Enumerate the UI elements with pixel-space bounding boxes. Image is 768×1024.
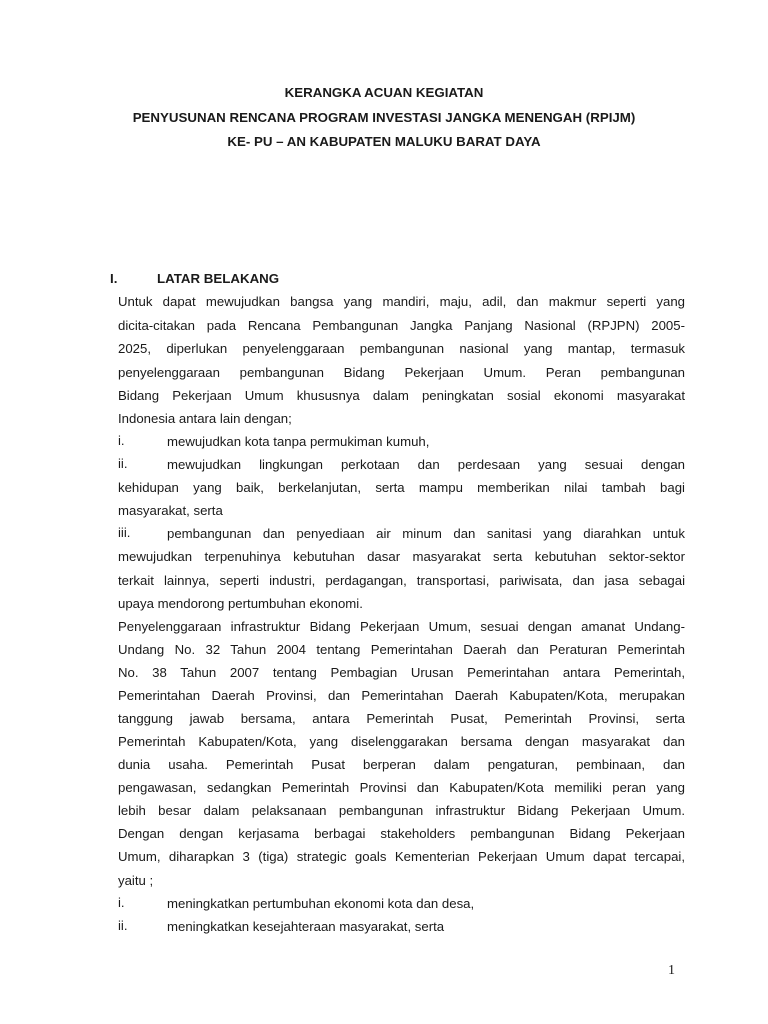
list-number: ii. (118, 456, 128, 471)
body-line: dunia usaha. Pemerintah Pusat berperan dalam pengaturan, pembinaan, dan (118, 757, 685, 772)
body-line: Umum, diharapkan 3 (tiga) strategic goals Kementerian Pekerjaan Umum dapat tercapai, (118, 849, 685, 864)
body-line: Untuk dapat mewujudkan bangsa yang mandiri, maju, adil, dan makmur seperti yang (118, 294, 685, 309)
list-number: iii. (118, 525, 131, 540)
body-line: penyelenggaraan pembangunan Bidang Pekerjaan Umum. Peran pembangunan (118, 365, 685, 380)
list-item: mewujudkan lingkungan perkotaan dan perdesaan yang sesuai dengan (167, 457, 685, 472)
body-line: tanggung jawab bersama, antara Pemerintah Pusat, Pemerintah Provinsi, serta (118, 711, 685, 726)
list-item: mewujudkan kota tanpa permukiman kumuh, (167, 434, 430, 449)
list-item-continuation: kehidupan yang baik, berkelanjutan, serta mampu memberikan nilai tambah bagi (118, 480, 685, 495)
doc-title-line-3: KE- PU – AN KABUPATEN MALUKU BARAT DAYA (227, 134, 541, 149)
body-line: pengawasan, sedangkan Pemerintah Provinsi dan Kabupaten/Kota memiliki peran yang (118, 780, 685, 795)
section-title: LATAR BELAKANG (157, 271, 280, 286)
body-line: yaitu ; (118, 873, 154, 888)
body-line: Dengan dengan kerjasama berbagai stakeholders pembangunan Bidang Pekerjaan (118, 826, 685, 841)
body-line: lebih besar dalam pelaksanaan pembangunan infrastruktur Bidang Pekerjaan Umum. (118, 803, 685, 818)
doc-title-line-2: PENYUSUNAN RENCANA PROGRAM INVESTASI JANGKA MENENGAH (RPIJM) (132, 110, 636, 125)
list-number: i. (118, 895, 125, 910)
list-item: pembangunan dan penyediaan air minum dan sanitasi yang diarahkan untuk (167, 526, 685, 541)
body-line: 2025, diperlukan penyelenggaraan pembangunan nasional yang mantap, termasuk (118, 341, 685, 356)
body-line: No. 38 Tahun 2007 tentang Pembagian Urusan Pemerintahan antara Pemerintah, (118, 665, 685, 680)
list-item-continuation: masyarakat, serta (118, 503, 223, 518)
body-line: Bidang Pekerjaan Umum khususnya dalam peningkatan sosial ekonomi masyarakat (118, 388, 685, 403)
body-line: Pemerintah Kabupaten/Kota, yang diselenggarakan bersama dengan masyarakat dan (118, 734, 685, 749)
body-line: Indonesia antara lain dengan; (118, 411, 292, 426)
doc-title-line-1: KERANGKA ACUAN KEGIATAN (284, 85, 484, 100)
list-item: meningkatkan kesejahteraan masyarakat, serta (167, 919, 445, 934)
body-line: Penyelenggaraan infrastruktur Bidang Pekerjaan Umum, sesuai dengan amanat Undang- (118, 619, 685, 634)
list-item-continuation: mewujudkan terpenuhinya kebutuhan dasar masyarakat serta kebutuhan sektor-sektor (118, 549, 685, 564)
page-number: 1 (668, 963, 675, 978)
list-item-continuation: upaya mendorong pertumbuhan ekonomi. (118, 596, 363, 611)
body-line: dicita-citakan pada Rencana Pembangunan Jangka Panjang Nasional (RPJPN) 2005- (118, 318, 685, 333)
list-number: ii. (118, 918, 128, 933)
body-line: Undang No. 32 Tahun 2004 tentang Pemerintahan Daerah dan Peraturan Pemerintah (118, 642, 685, 657)
list-item: meningkatkan pertumbuhan ekonomi kota dan desa, (167, 896, 475, 911)
body-line: Pemerintahan Daerah Provinsi, dan Pemerintahan Daerah Kabupaten/Kota, merupakan (118, 688, 685, 703)
section-number: I. (110, 271, 118, 286)
list-number: i. (118, 433, 125, 448)
list-item-continuation: terkait lainnya, seperti industri, perdagangan, transportasi, pariwisata, dan jasa sebagai (118, 573, 685, 588)
